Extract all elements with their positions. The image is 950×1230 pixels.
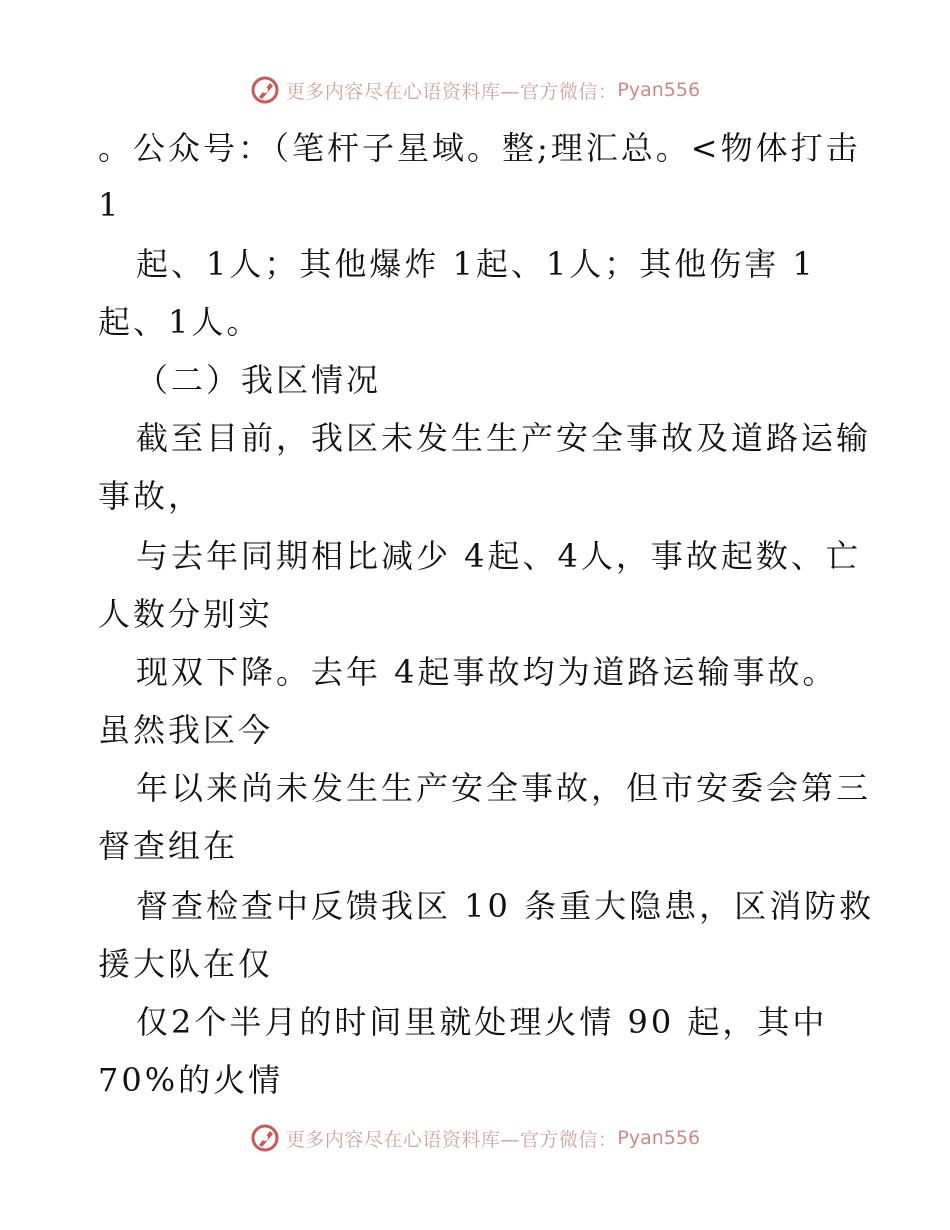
text-line: 人数分别实: [98, 595, 274, 633]
footer-watermark: [0, 1118, 950, 1158]
header-brand-text: 更多内容尽在心语资料库—官方微信：: [285, 80, 618, 103]
text-line: 年以来尚未发生生产安全事故，但市安委会第三: [136, 769, 872, 807]
text-line: 起、1人；其他爆炸 1起、1人；其他伤害 1: [136, 245, 816, 283]
text-line: 督查检查中反馈我区 10 条重大隐患，区消防救: [136, 887, 875, 925]
footer-wechat-id: Pyan556: [617, 1127, 701, 1149]
header-wechat-id: Pyan556: [617, 79, 701, 101]
pen-logo-icon: [250, 75, 280, 105]
text-line: 起、1人。: [98, 303, 262, 341]
pen-logo-icon: [250, 1123, 280, 1153]
text-line: 督查组在: [98, 827, 239, 865]
text-line: 援大队在仅: [98, 945, 274, 983]
text-line: 1: [98, 186, 122, 224]
text-line: 仅2个半月的时间里就处理火情 90 起，其中: [136, 1003, 828, 1041]
text-line: 虽然我区今: [98, 711, 274, 749]
text-line: 。公众号：（笔杆子星域。整;理汇总。<物体打击: [98, 129, 861, 167]
section-heading: （二）我区情况: [136, 361, 382, 399]
text-line: 与去年同期相比减少 4起、4人，事故起数、亡: [136, 537, 861, 575]
header-watermark: [0, 70, 950, 110]
text-line: 截至目前，我区未发生生产安全事故及道路运输: [136, 419, 872, 457]
text-line: 70%的火情: [98, 1061, 284, 1099]
footer-brand-text: 更多内容尽在心语资料库—官方微信：: [285, 1128, 618, 1151]
text-line: 事故，: [98, 477, 204, 515]
text-line: 现双下降。去年 4起事故均为道路运输事故。: [136, 653, 838, 691]
